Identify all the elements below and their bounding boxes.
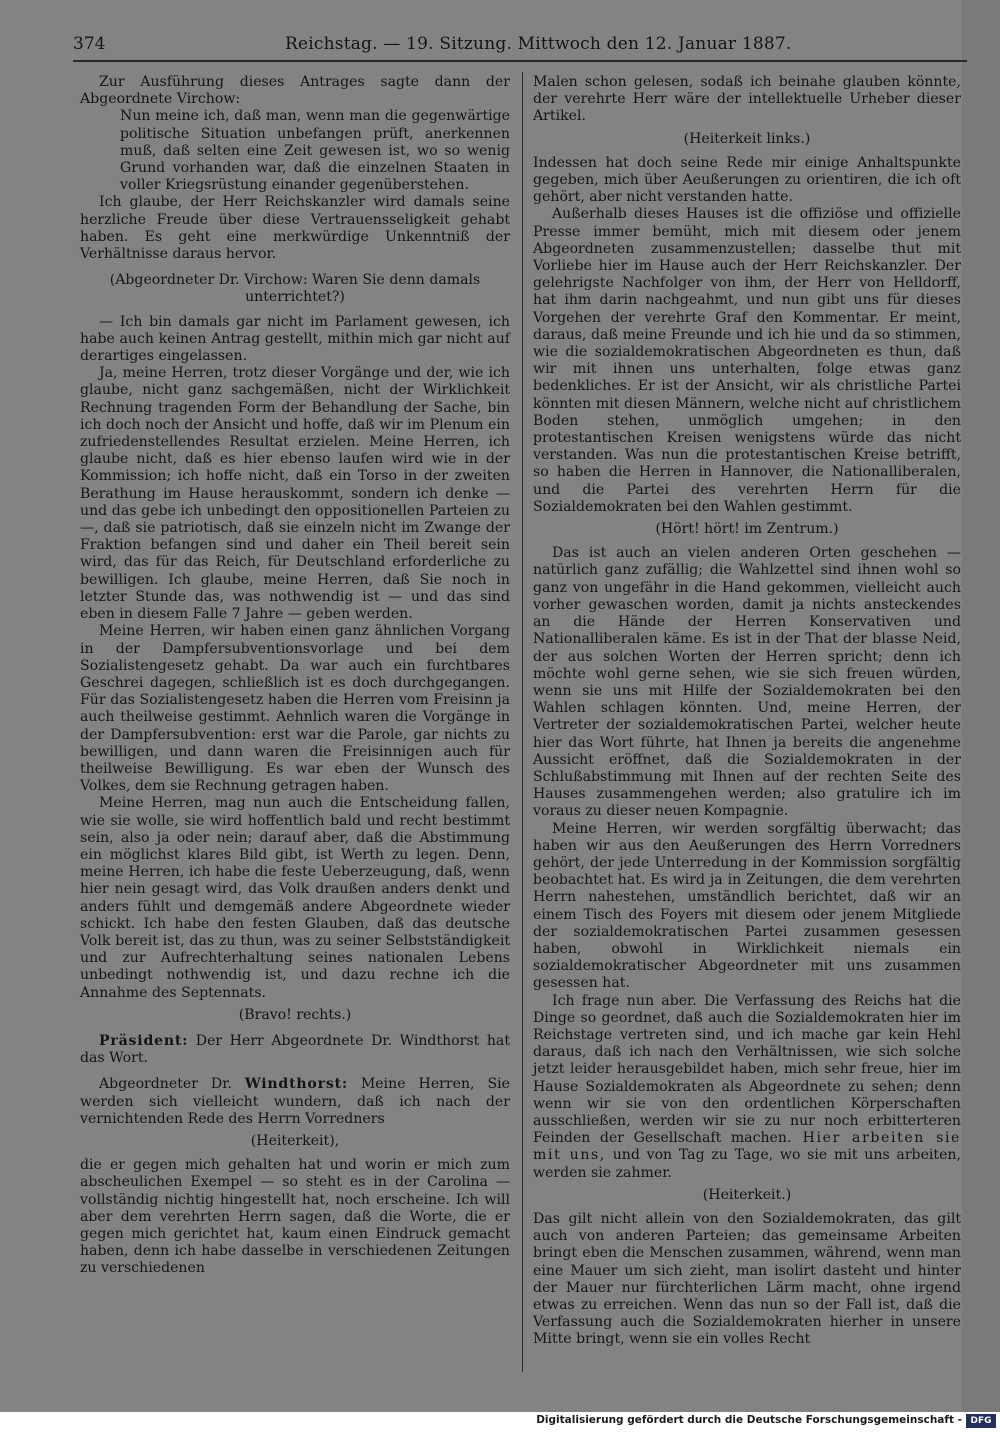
right-column [533, 74, 961, 1349]
interjection: (Heiterkeit), [250, 1132, 340, 1149]
paragraph-text: und von Tag zu Tage, wo sie mit uns arbeiten, werden sie zahmer. [533, 1147, 961, 1181]
paragraph [533, 993, 961, 1182]
emphasized-text: Hier arbeiten sie mit uns, [533, 1130, 961, 1164]
interjection: (Abgeordneter Dr. Virchow: Waren Sie denn damals unterrichtet?) [109, 272, 481, 306]
left-column [80, 74, 510, 1278]
speech-text: Meine Herren, Sie werden sich vielleicht wundern, daß ich nach der vernichtenden Rede des Herrn Vorredners [80, 1076, 510, 1127]
paragraph: Indessen hat doch seine Rede mir einige Anhaltspunkte gegeben, mich über Aeußerungen zu orientiren, die ich oft gehört, aber nicht verstanden hatte. [533, 154, 961, 206]
paragraph: Meine Herren, mag nun auch die Entscheidung fallen, wie sie wolle, sie wird hoffentlich bald und recht bestimmt sein, also ja oder nein; darauf aber, daß die Abstimmung ein möglichst klares Bild gibt, ist Werth zu legen. Denn, meine Herren, ich habe die feste Ueberzeugung, daß, wenn hier nein gesagt wird, das Volk draußen anders denkt und anders fühlt und demgemäß andere Abgeordnete wieder schickt. Ich habe den festen Glauben, daß das deutsche Volk bereit ist, das zu thun, was zu seiner Selbstständigkeit und zur Aufrechterhaltung seines nationalen Lebens unbedingt nothwendig ist, und dazu rechne ich die Annahme des Septennats. [80, 795, 510, 1001]
paragraph: Meine Herren, wir haben einen ganz ähnlichen Vorgang in der Dampfersubventionsvorlage und bei dem Sozialistengesetz gehabt. Da war auch ein furchtbares Geschrei dagegen, schließlich ist es doch durchgegangen. Für das Sozialistengesetz haben die Herren vom Freisinn ja auch theilweise gestimmt. Aehnlich waren die Vorgänge in der Dampfersubvention: erst war die Parole, gar nichts zu bewilligen, und dann waren die Freisinnigen auch für theilweise Bewilligung. Es war eben der Wunsch des Volkes, dem sie Rechnung getragen haben. [80, 623, 510, 795]
interjection: (Hört! hört! im Zentrum.) [655, 521, 839, 538]
paragraph: Ja, meine Herren, trotz dieser Vorgänge und der, wie ich glaube, nicht ganz sachgemäßen, nicht der Wirklichkeit Rechnung tragenden Form der Behandlung der Sache, bin ich doch noch der Ansicht und hoffe, daß wir im Plenum ein zufriedenstellendes Resultat erzielen. Meine Herren, ich glaube nicht, daß es hier ebenso laufen wird wie in der Kommission; ich hoffe nicht, daß ein Torso in der zweiten Berathung im Hause herauskommt, sondern ich denke — und das gebe ich unbedingt den oppositionellen Parteien zu —, daß sie patriotisch, daß sie einzeln nicht im Zwange der Fraktion befangen sind und daher ein Theil bereit sein wird, das für das Reich, für Deutschland erforderliche zu bewilligen. Ich glaube, meine Herren, daß Sie noch in letzter Stunde das, was nothwendig ist — und das sind eben in diesem Falle 7 Jahre — geben werden. [80, 365, 510, 623]
paragraph: die er gegen mich gehalten hat und worin er mich zum abscheulichen Exempel — so steht es in der Carolina — vollständig nichtig hingestellt hat, noch erscheine. Ich will aber dem verehrten Herrn sagen, daß die Worte, die er gegen mich gerichtet hat, kaum einen Eindruck gemacht haben, denn ich habe dasselbe in verschiedenen Zeitungen zu verschiedenen [80, 1157, 510, 1277]
paragraph-text: Ich frage nun aber. Die Verfassung des Reichs hat die Dinge so geordnet, daß auch die Sozialdemokraten hier im Reichstage vertreten sind, und ich mache gar kein Hehl daraus, daß ich nach den Verhältnissen, wie sich solche jetzt leider herausgebildet haben, mich sehr freue, hier im Hause Sozialdemokraten als Abgeordnete zu sehen; denn wenn wir sie von den ordentlichen Körperschaften ausschließen, werden wir sie zu nur noch erbitterteren Feinden der Gesellschaft machen. [533, 992, 961, 1147]
speech-paragraph [80, 1033, 510, 1067]
scan-edge [962, 0, 1000, 1412]
paragraph: Meine Herren, wir werden sorgfältig überwacht; das haben wir aus den Aeußerungen des Herrn Vorredners gehört, der jede Unterredung in der Kommission sorgfältig beobachtet hat. Es wird ja in Zeitungen, die dem verehrten Herrn nahestehen, umständlich berichtet, daß wir an einem Tisch des Foyers mit diesem oder jenem Mitgliede der sozialdemokratischen Partei zusammen gesessen haben, obwohl in Wirklichkeit niemals ein sozialdemokratischer Abgeordneter mit uns zusammen gesessen hat. [533, 820, 961, 992]
paragraph: Das ist auch an vielen anderen Orten geschehen — natürlich ganz zufällig; die Wahlzettel sind ihnen wohl so ganz von ungefähr in die Hand gekommen, vielleicht auch vorher gewaschen worden, damit ja nichts ansteckendes an die Hände der Herren Konservativen und Nationalliberalen käme. Es ist in der That der blasse Neid, der aus solchen Worten der Herren spricht; denn ich möchte wohl gerne sehen, wie sie sich freuen würden, wenn sie uns mit Hilfe der Sozialdemokraten bei den Wahlen schlagen könnten. Und, meine Herren, der Vertreter der sozialdemokratischen Partei, welcher heute hier das Wort führte, hat Ihnen ja bereits die angenehme Aussicht eröffnet, daß die Sozialdemokraten in der Schlußabstimmung mit Ihnen auf der rechten Seite des Hauses zusammengehen werden; also gratulire ich im voraus zu dieser neuen Kompagnie. [533, 545, 961, 820]
digitization-credit: Digitalisierung gefördert durch die Deutsche Forschungsgemeinschaft - [536, 1414, 962, 1426]
page-number: 374 [73, 34, 106, 54]
paragraph: Zur Ausführung dieses Antrages sagte dann der Abgeordnete Virchow: [80, 74, 510, 108]
paragraph: Malen schon gelesen, sodaß ich beinahe glauben könnte, der verehrte Herr wäre der intellektuelle Urheber dieser Artikel. [533, 74, 961, 125]
column-separator [522, 72, 523, 1372]
page-header [73, 34, 792, 56]
speaker-title: Abgeordneter Dr. [99, 1076, 245, 1093]
paragraph: Außerhalb dieses Hauses ist die offiziöse und offizielle Presse immer bemüht, mich mit diesem oder jenem Abgeordneten zusammenzustellen; dasselbe thut mit Vorliebe hier im Hause auch der Herr Reichskanzler. Der gelehrigste Nachfolger von ihm, der Herr von Helldorff, hat ihm darin nachgeahmt, und nun gibt uns für dieses Vorgehen der verehrte Graf den Kommentar. Er meint, daraus, daß meine Freunde und ich hie und da so stimmen, wie die sozialdemokratischen Abgeordneten es thun, daß wir mit ihnen uns unterhalten, folge etwas ganz bedenkliches. Er ist der Ansicht, wir als christliche Partei könnten mit diesen Männern, welche nicht auf christlichem Boden stehen, unmöglich umgehen; in den protestantischen Kreisen wenigstens würde das nicht verstanden. Was nun die protestantischen Kreise betrifft, so haben die Herren in Hannover, die Nationalliberalen, und die Partei des verehrten Herrn für die Sozialdemokraten bei den Wahlen gestimmt. [533, 206, 961, 515]
running-head: Reichstag. — 19. Sitzung. Mittwoch den 12. Januar 1887. [285, 34, 792, 54]
header-rule [73, 60, 967, 62]
footer [0, 1412, 1000, 1432]
speaker-name: Windthorst: [244, 1076, 348, 1093]
speech-paragraph [80, 1076, 510, 1128]
speaker-name: Präsident: [99, 1032, 189, 1049]
paragraph: Ich glaube, der Herr Reichskanzler wird damals seine herzliche Freude über diese Vertrauensseligkeit gehabt haben. Es geht eine merkwürdige Unkenntniß der Verhältnisse daraus hervor. [80, 194, 510, 263]
interjection: (Bravo! rechts.) [238, 1006, 352, 1023]
paragraph: Das gilt nicht allein von den Sozialdemokraten, das gilt auch von anderen Parteien; das gemeinsame Arbeiten bringt eben die Menschen zusammen, während, wenn man eine Mauer um sich zieht, man isolirt dasteht und hinter der Mauer nur fürchterlichen Lärm macht, ohne irgend etwas zu erreichen. Wenn das nun so der Fall ist, daß die Verfassung auch die Sozialdemokraten hierher in unsere Mitte bringt, wenn sie ein volles Recht [533, 1211, 961, 1348]
interjection: (Heiterkeit.) [702, 1186, 792, 1203]
speech-text: Der Herr Abgeordnete Dr. Windthorst hat das Wort. [80, 1032, 510, 1067]
block-quote: Nun meine ich, daß man, wenn man die gegenwärtige politische Situation unbefangen prüft, anerkennen muß, daß selten eine Zeit gewesen ist, wo so wenig Grund vorhanden war, daß die einzelnen Staaten in voller Kriegsrüstung einander gegenüberstehen. [120, 108, 510, 194]
interjection: (Heiterkeit links.) [683, 130, 811, 147]
paragraph: — Ich bin damals gar nicht im Parlament gewesen, ich habe auch keinen Antrag gestellt, mithin mich gar nicht auf derartiges eingelassen. [80, 313, 510, 365]
dfg-logo: DFG [966, 1414, 996, 1428]
